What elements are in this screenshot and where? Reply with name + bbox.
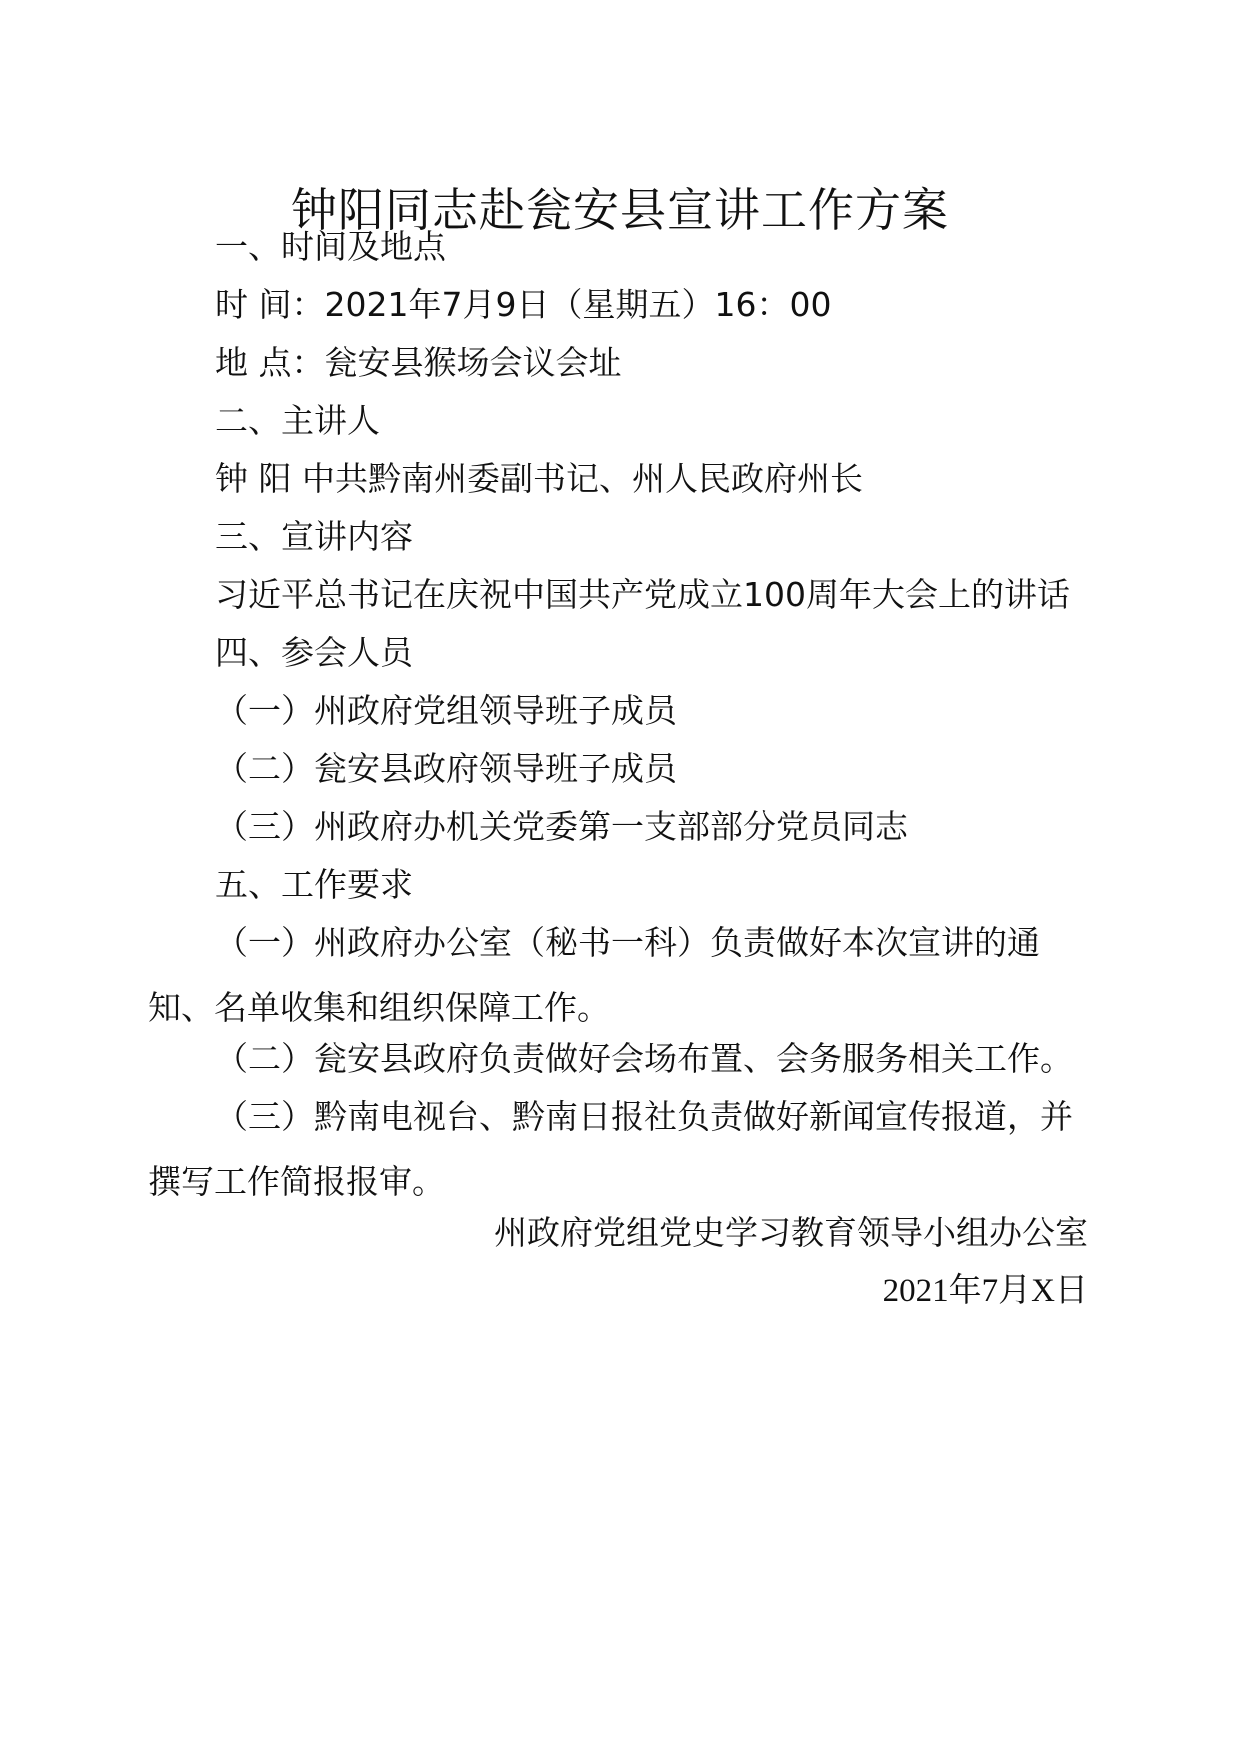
section-heading-requirements: 五、工作要求 — [215, 865, 413, 904]
attendee-item: （二）瓮安县政府领导班子成员 — [215, 749, 677, 788]
meeting-time: 时 间：2021年7月9日（星期五）16：00 — [215, 285, 832, 324]
issuing-office: 州政府党组党史学习教育领导小组办公室 — [494, 1213, 1088, 1252]
speaker-info: 钟 阳 中共黔南州委副书记、州人民政府州长 — [215, 459, 863, 498]
section-heading-time-place: 一、时间及地点 — [215, 227, 446, 266]
lecture-content: 习近平总书记在庆祝中国共产党成立100周年大会上的讲话 — [215, 575, 1070, 614]
document-title: 钟阳同志赴瓮安县宣讲工作方案 — [291, 183, 949, 237]
attendee-item: （一）州政府党组领导班子成员 — [215, 691, 677, 730]
section-heading-attendees: 四、参会人员 — [215, 633, 413, 672]
meeting-place: 地 点：瓮安县猴场会议会址 — [215, 343, 622, 382]
section-heading-content: 三、宣讲内容 — [215, 517, 413, 556]
attendee-item: （三）州政府办机关党委第一支部部分党员同志 — [215, 807, 908, 846]
requirement-item: （一）州政府办公室（秘书一科）负责做好本次宣讲的通知、名单收集和组织保障工作。 — [148, 923, 1040, 1027]
section-heading-speaker: 二、主讲人 — [215, 401, 380, 440]
issue-date: 2021年7月X日 — [882, 1273, 1088, 1309]
requirement-item: （二）瓮安县政府负责做好会场布置、会务服务相关工作。 — [215, 1039, 1073, 1078]
requirement-item: （三）黔南电视台、黔南日报社负责做好新闻宣传报道，并撰写工作简报报审。 — [148, 1097, 1073, 1201]
